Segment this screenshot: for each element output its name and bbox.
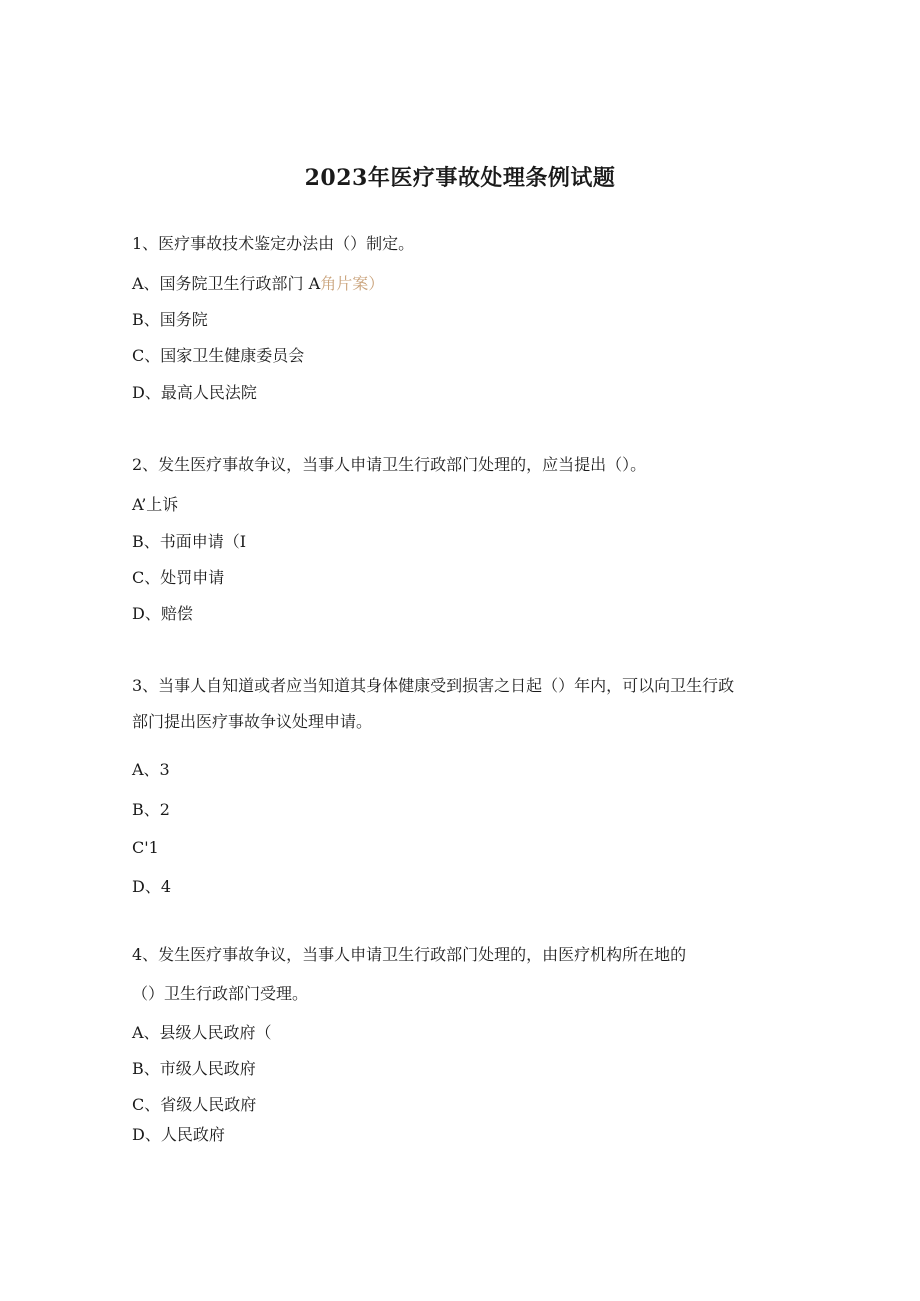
question-1-option-c: C、国家卫生健康委员会 [132, 346, 305, 365]
question-2-option-c: C、处罚申请 [132, 568, 225, 587]
question-1-option-a [132, 273, 384, 295]
question-3-option-d: D、4 [132, 877, 172, 896]
question-1-option-d: D、最高人民法院 [132, 383, 257, 402]
question-1-text: 1、医疗事故技术鉴定办法由（）制定。 [132, 234, 415, 253]
question-2-option-a: A’上诉 [132, 495, 179, 514]
question-4-text-line-2: （）卫生行政部门受理。 [132, 984, 309, 1003]
question-4-option-b: B、市级人民政府 [132, 1059, 256, 1078]
question-3-text-line-1: 3、当事人自知道或者应当知道其身体健康受到损害之日起（）年内，可以向卫生行政 [132, 676, 735, 695]
question-3-option-a: A、3 [132, 760, 170, 779]
question-4-option-a: A、县级人民政府（ [132, 1023, 272, 1042]
document-title: 2023年医疗事故处理条例试题 [304, 165, 616, 191]
option-annotation: 角片案） [320, 274, 385, 293]
question-3-option-c: C'1 [132, 838, 159, 857]
question-1-option-b: B、国务院 [132, 310, 208, 329]
question-4-option-d: D、人民政府 [132, 1125, 225, 1144]
question-3-option-b: B、2 [132, 800, 170, 819]
option-text: A、国务院卫生行政部门 A [132, 274, 321, 293]
question-2-option-b: B、书面申请（I [132, 532, 247, 551]
question-2-text: 2、发生医疗事故争议，当事人申请卫生行政部门处理的，应当提出（）。 [132, 455, 647, 474]
question-2-option-d: D、赔偿 [132, 604, 193, 623]
question-4-text-line-1: 4、发生医疗事故争议，当事人申请卫生行政部门处理的，由医疗机构所在地的 [132, 945, 687, 964]
question-4-option-c: C、省级人民政府 [132, 1095, 257, 1114]
question-3-text-line-2: 部门提出医疗事故争议处理申请。 [132, 712, 373, 731]
